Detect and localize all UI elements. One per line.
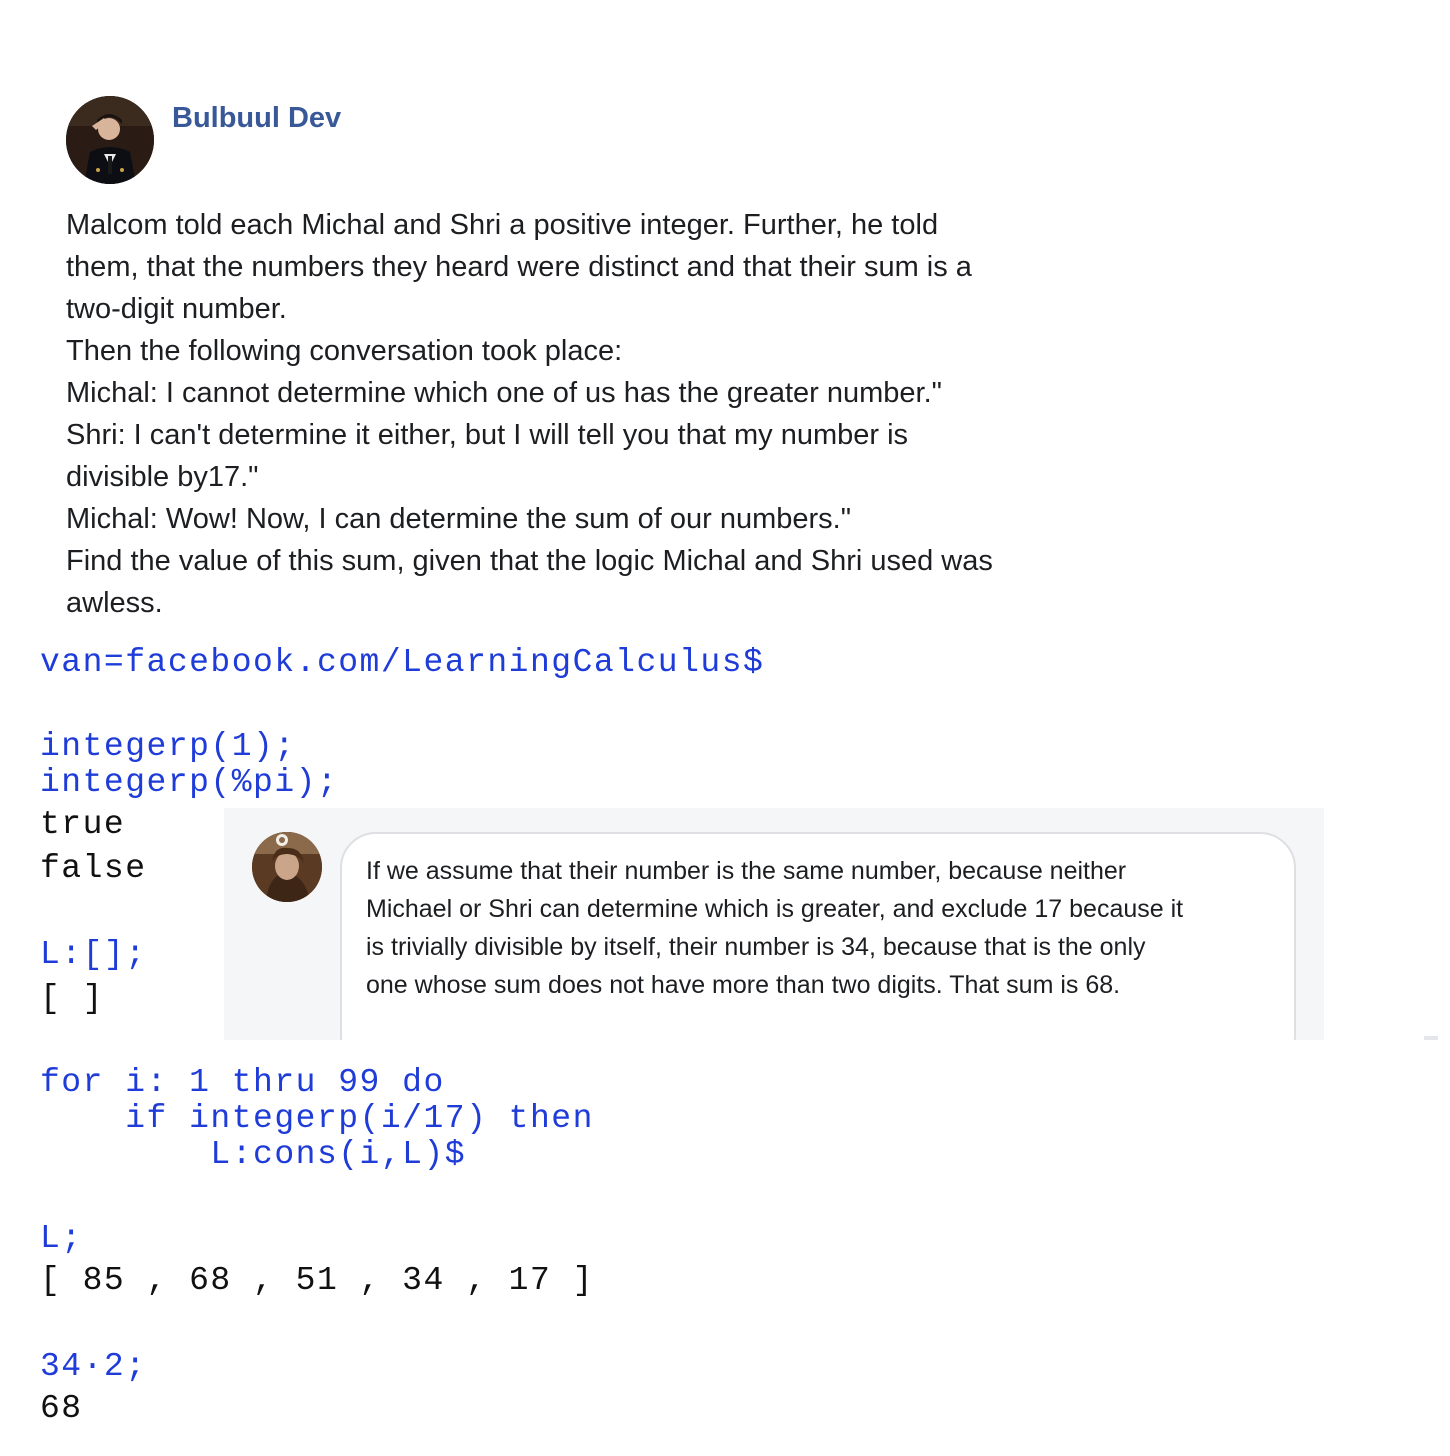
commenter-photo-icon bbox=[252, 832, 322, 902]
code-list-output: [ 85 , 68 , 51 , 34 , 17 ] bbox=[40, 1262, 594, 1299]
post-body-line: Michal: Wow! Now, I can determine the sum of our numbers." bbox=[66, 503, 852, 535]
post-body-line: them, that the numbers they heard were distinct and that their sum is a bbox=[66, 251, 972, 283]
divider bbox=[1424, 1036, 1438, 1040]
post-body-line: awless. bbox=[66, 587, 163, 619]
comment-text-line: Michael or Shri can determine which is greater, and exclude 17 because it bbox=[366, 895, 1184, 923]
code-cons-line: L:cons(i,L)$ bbox=[40, 1136, 467, 1173]
post-body-line: Michal: I cannot determine which one of us has the greater number." bbox=[66, 377, 942, 409]
comment-text-line: one whose sum does not have more than two digits. That sum is 68. bbox=[366, 971, 1121, 999]
comment-panel bbox=[224, 808, 1324, 1040]
avatar-photo-icon bbox=[66, 96, 154, 184]
code-integerp-pi: integerp(%pi); bbox=[40, 764, 339, 801]
code-integerp-1: integerp(1); bbox=[40, 728, 296, 765]
code-list-query: L; bbox=[40, 1220, 83, 1257]
comment-text bbox=[366, 852, 1270, 1004]
commenter-avatar[interactable] bbox=[252, 832, 322, 902]
code-product-output: 68 bbox=[40, 1390, 83, 1427]
code-product: 34·2; bbox=[40, 1348, 147, 1385]
post-header bbox=[66, 96, 766, 186]
post-body-text bbox=[66, 204, 1126, 624]
post-body-line: divisible by17." bbox=[66, 461, 259, 493]
comment-text-line: If we assume that their number is the same number, because neither bbox=[366, 857, 1127, 885]
code-list-init: L:[]; bbox=[40, 936, 147, 973]
comment-bubble bbox=[340, 832, 1296, 1040]
author-name-link[interactable]: Bulbuul Dev bbox=[172, 102, 342, 134]
code-van-line: van=facebook.com/LearningCalculus$ bbox=[40, 644, 765, 681]
post-body-line: Then the following conversation took place: bbox=[66, 335, 623, 367]
comment-text-line: is trivially divisible by itself, their number is 34, because that is the only bbox=[366, 933, 1146, 961]
code-for-line: for i: 1 thru 99 do bbox=[40, 1064, 445, 1101]
code-output-true: true bbox=[40, 806, 126, 843]
post-body-line: Shri: I can't determine it either, but I will tell you that my number is bbox=[66, 419, 909, 451]
post-body-line: Malcom told each Michal and Shri a positive integer. Further, he told bbox=[66, 209, 939, 241]
code-list-init-output: [ ] bbox=[40, 980, 104, 1017]
code-output-false: false bbox=[40, 850, 147, 887]
post-body-line: Find the value of this sum, given that the logic Michal and Shri used was bbox=[66, 545, 993, 577]
author-avatar[interactable] bbox=[66, 96, 154, 184]
code-if-line: if integerp(i/17) then bbox=[40, 1100, 594, 1137]
post-body-line: two-digit number. bbox=[66, 293, 287, 325]
